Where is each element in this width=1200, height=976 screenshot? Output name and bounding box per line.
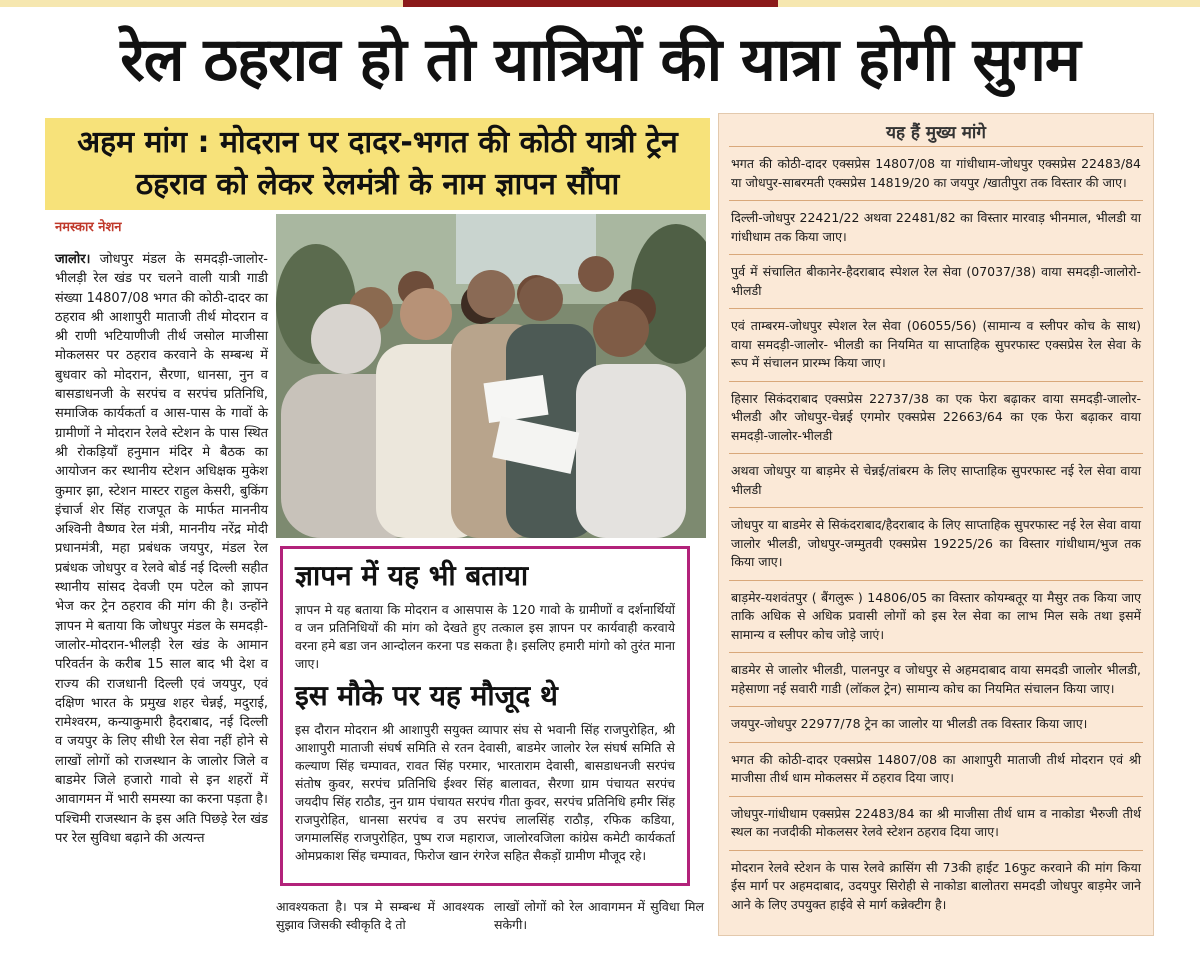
demands-list [719,147,1153,922]
story-dateline: जालोर। [55,252,91,267]
photo-illustration [276,214,706,538]
info-paragraph-attendees: इस दौरान मोदरान श्री आशापुरी सयुक्त व्यापार संघ से भवानी सिंह राजपुरोहित, श्री आशापुरी माताजी संघर्ष समिति से रतन देवासी, बाडमेर जालोर रेल संघर्ष समिति से कल्याण सिंह चम्पावत, रावत सिंह परमार, भारताराम देवासी, बासडाधनजी सरपंच संतोष कुवर, सरपंच प्रतिनिधि ईश्वर सिंह बालावत, सैरणा ग्राम पंचायत सरपंच जयदीप सिंह राठौड, नुन ग्राम पंचायत सरपंच गीता कुवर, सरपंच प्रतिनिधि हमीर सिंह राजपुरोहित, धानसा सरपंच व उप सरपंच लालसिंह राठौड़, रफिक कडिया, जगमालसिंह राजपुरोहित, पुष्प राज महाराज, जालोरवजिला कांग्रेस कमेटी कार्यकर्ता ओमप्रकाश सिंह चम्पावत, फिरोज खान रंगरेज सहित सैकड़ों ग्रामीण मौजूद रहे। [295,722,675,863]
demand-item: दिल्ली-जोधपुर 22421/22 अथवा 22481/82 का विस्तार मारवाड़ भीनमाल, भीलडी या गांधीधाम तक किया जाए। [729,201,1143,255]
top-red-band [403,0,778,7]
story-continuation-2: लाखों लोगों को रेल आवागमन में सुविधा मिल सकेगी। [494,899,704,932]
demand-item: बाडमेर से जालोर भीलडी, पालनपुर व जोधपुर से अहमदाबाद वाया समदडी जालोर भीलडी, महेसाणा नई सवारी गाडी (लॉकल ट्रेन) सामान्य कोच का नियमित संचालन किया जाए। [729,653,1143,707]
story-body: जोधपुर मंडल के समदड़ी-जालोर-भीलड़ी रेल खंड पर चलने वाली यात्री गाडी संख्या 14807/08 भगत की कोठी-दादर का ठहराव श्री आशापुरी माताजी तीर्थ मोदरान व श्री राणी भटियाणीजी तीर्थ जसोल माजीसा मोकलसर पर ठहराव करवाने के सम्बन्ध में बुधवार को मोदरान, सैरणा, धानसा, नुन व बासडाधनजी के सरपंच व सरपंच प्रतिनिधि, समाजिक कार्यकर्ता व आस-पास के गावों के ग्रामीणों ने मोदरान रेलवे स्टेशन के पास स्थित श्री रोकड़ियाँ हनुमान मंदिर मे बैठक का आयोजन कर स्थानीय स्टेशन अधिक्षक मुकेश कुमार झा, स्टेशन मास्टर राहुल केसरी, बुकिंग इंचार्ज शेर सिंह राजपूत के मार्फत माननीय अश्विनी वैष्णव रेल मंत्री, माननीय नरेंद्र मोदी प्रधानमंत्री, महा प्रबंधक जयपुर, मंडल रेल प्रबंधक जोधपुर व रेलवे बोर्ड नई दिल्ली सहीत स्थानीय सांसद देवजी एम पटेल को ज्ञापन भेज कर ट्रेन ठहराव की मांग की है। उन्होंने ज्ञापन मे बताया कि जोधपुर मंडल के समदड़ी-जालोर-मोदरान-भीलड़ी रेल खंड के आमान परिवर्तन के करीब 15 साल बाद भी देश व राज्य की राजधानी दिल्ली एवं जयपुर, एवं दक्षिण भारत के प्रमुख शहर चेन्नई, मदुराई, रामेश्वरम, कन्याकुमारी हैदराबाद, नई दिल्ली व जयपुर के लिए सीधी रेल सेवा नहीं होने से लाखों लोगों को राजस्थान के जालोर जिले व बाडमेर जिले हजारो गावो से इन शहरों में आवागमन में भारी समस्या का करना पड़ता है। पश्चिमी राजस्थान के इस अति पिछड़े रेल खंड पर रेल सुविधा बढ़ाने की अत्यन्त [55,252,268,846]
demand-item: अथवा जोधपुर या बाड़मेर से चेन्नई/तांबरम के लिए साप्ताहिक सुपरफास्ट नई रेल सेवा वाया भीलडी [729,454,1143,508]
subheadline-line-1: अहम मांग : मोदरान पर दादर-भगत की कोठी यात्री ट्रेन [77,125,678,160]
demand-item: भगत की कोठी-दादर एक्सप्रेस 14807/08 का आशापुरी माताजी तीर्थ मोदरान एवं श्री माजीसा तीर्थ धाम मोकलसर में ठहराव दिया जाए। [729,743,1143,797]
demand-item: एवं ताम्बरम-जोधपुर स्पेशल रेल सेवा (06055/56) (सामान्य व स्लीपर कोच के साथ) वाया समदड़ी-जालोर- भीलडी का नियमित या साप्ताहिक सुपरफास्ट एक्सप्रेस रेल सेवा के रूप में संचालन प्रारम्भ किया जाए। [729,309,1143,382]
top-color-strip [0,0,1200,7]
demand-item: जोधपुर-गांधीधाम एक्सप्रेस 22483/84 का श्री माजीसा तीर्थ धाम व नाकोडा भैरुजी तीर्थ स्थल का नजदीकी मोकलसर रेलवे स्टेशन ठहराव दिया जाए। [729,797,1143,851]
subheadline-box [45,118,710,210]
demand-item: मोदरान रेलवे स्टेशन के पास रेलवे क्रासिंग सी 73की हाईट 16फुट करवाने की मांग किया ईस मार्ग पर अहमदाबाद, उदयपुर सिरोही से नाकोडा बालोतरा समदडी जोधपुर बाड़मेर जाने आने के लिए उपयुक्त हाईवे से मार्ग कन्नेक्टीग है। [731,859,1141,912]
main-demands-panel [718,113,1154,936]
memorandum-info-box [280,546,690,886]
demand-item: भगत की कोठी-दादर एक्सप्रेस 14807/08 या गांधीधाम-जोधपुर एक्सप्रेस 22483/84 या जोधपुर-साबरमती एक्सप्रेस 14819/20 का जयपुर /खातीपुरा तक विस्तार की जाए। [729,147,1143,201]
story-continuation-1: आवश्यकता है। पत्र मे सम्बन्ध में आवश्यक सुझाव जिसकी स्वीकृति दे तो [276,899,484,932]
info-heading-attendees: इस मौके पर यह मौजूद थे [295,679,558,712]
demand-item: हिसार सिकंदराबाद एक्सप्रेस 22737/38 का एक फेरा बढ़ाकर वाया समदड़ी-जालोर- भीलडी और जोधपुर-चेन्नई एगमोर एक्सप्रेस 22663/64 का एक फेरा बढ़ाकर वाया समदड़ी-जालोर-भीलडी [729,382,1143,455]
page-headline: रेल ठहराव हो तो यात्रियों की यात्रा होगी सुगम [120,25,1080,95]
news-photo [276,214,706,538]
demand-item: जयपुर-जोधपुर 22977/78 ट्रेन का जालोर या भीलडी तक विस्तार किया जाए। [729,707,1143,743]
info-paragraph-memorandum: ज्ञापन मे यह बताया कि मोदरान व आसपास के 120 गावो के ग्रामीणों व दर्शनार्थियों व जन प्रतिनिधियों की मांग को देखते हुए तत्काल इस ज्ञापन पर कार्यवाही करवाये वरना हमे बडा जन आन्दोलन करना पड सकता है। इसलिए हमारी मांगो को तुरंत माना जाए। [295,602,675,671]
byline: नमस्कार नेशन [55,220,122,235]
demand-item: जोधपुर या बाडमेर से सिकंदराबाद/हैदराबाद के लिए साप्ताहिक सुपरफास्ट नई रेल सेवा वाया जालोर भीलडी, जोधपुर-जम्मुतवी एक्सप्रेस 19225/26 का विस्तार गांधीधाम/भुज तक किया जाए। [729,508,1143,581]
demands-title: यह हैं मुख्य मांगे [886,123,986,143]
story-column [55,250,268,848]
info-heading-memorandum: ज्ञापन में यह भी बताया [295,559,529,592]
demand-item: पुर्व में संचालित बीकानेर-हैदराबाद स्पेशल रेल सेवा (07037/38) वाया समदड़ी-जालोरो-भीलडी [729,255,1143,309]
subheadline-line-2: ठहराव को लेकर रेलमंत्री के नाम ज्ञापन सौंपा [135,167,620,202]
demand-item: बाड़मेर-यशवंतपुर ( बैंगलुरू ) 14806/05 का विस्तार कोयम्बतूर या मैसुर तक किया जाए ताकि अधिक से अधिक प्रवासी लोगों को इस रेल सेवा का लाभ मिल सके तथा इसमें सामान्य व स्लीपर कोच जोड़े जाएं। [729,581,1143,654]
